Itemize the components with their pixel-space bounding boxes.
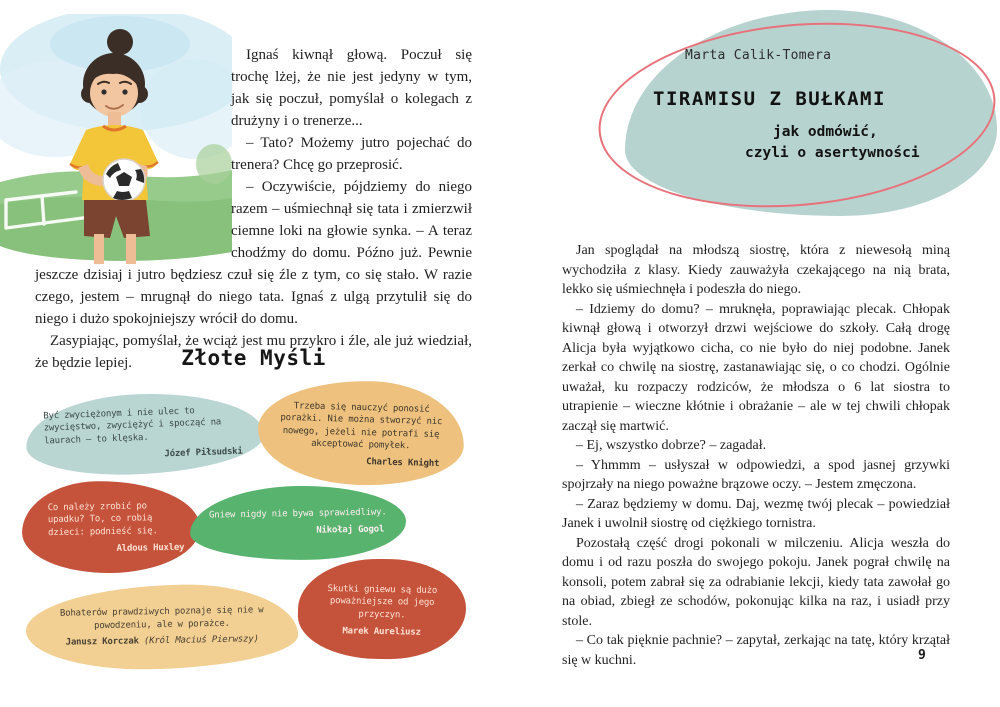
story-paragraph: – Tato? Możemy jutro pojechać do trenera? Chcę go przeprosić. [231, 135, 472, 173]
quote-bubble-knight [257, 378, 466, 487]
story-paragraph: Jan spoglądał na młodszą siostrę, która z niewesołą miną wychodziła z klasy. Kiedy zauważyła czekającego na nią brata, lekko się uśmiechnęła i podeszła do niego. [562, 243, 950, 297]
story-paragraph: Zasypiając, pomyślał, że wciąż jest mu przykro i źle, ale już wiedział, że będzie lepiej. [35, 333, 472, 371]
chapter-subtitle [745, 122, 920, 164]
story-paragraph: – Zaraz będziemy w domu. Daj, wezmę twój plecak – powiedział Janek i uwolnił siostrę od ciężkiego tornistra. [562, 496, 950, 531]
quote-bubble-korczak [25, 583, 298, 672]
story-paragraph: – Oczywiście, pójdziemy do niego razem – uśmiechnął się tata i zmierzwił ciemne loki na głowie synka. – A teraz chodźmy do domu. Późno już. Pewnie jeszcze dzisiaj i jutro będziesz czuł się źle z tym, co się stało. W razie czego, jestem – mrugnął do niego tata. Ignaś z ulgą przytulił się do niego i dużo spokojniejszy wrócił do domu. [35, 179, 472, 327]
story-paragraph: – Yhmmm – usłyszał w odpowiedzi, a spod jasnej grzywki spojrzały na niego poważne brązowe oczy. – Jestem zmęczona. [562, 457, 950, 492]
quote-author: Aldous Huxley [116, 542, 185, 554]
quote-author: Nikołaj Gogol [316, 524, 385, 536]
illustration-wrap-spacer [35, 44, 231, 258]
left-story-text [35, 44, 472, 374]
quote-author-line [46, 633, 278, 650]
quote-author: Józef Piłsudski [164, 446, 243, 459]
quote-text: Trzeba się nauczyć ponosić porażki. Nie można stworzyć nic nowego, jeżeli nie potrafi się akceptować pomyłek. [280, 400, 443, 452]
quote-bubble-pilsudski [25, 390, 266, 478]
chapter-title: TIRAMISU Z BUŁKAMI [653, 88, 886, 110]
quote-bubble-aureliusz [297, 558, 467, 661]
quote-text: Co należy zrobić po upadku? To, co robią dzieci: podnieść się. [47, 501, 158, 539]
quote-bubble-huxley [21, 479, 201, 574]
story-paragraph: Ignaś kiwnął głową. Poczuł się trochę lżej, że nie jest jedyny w tym, jak się poczuł, pomyślał o kolegach z drużyny i o trenerze... [231, 47, 472, 129]
quote-author: Marek Aureliusz [342, 625, 421, 638]
quote-text: Być zwyciężonym i nie ulec to zwycięstwo, zwyciężyć i spocząć na laurach – to klęska. [43, 406, 222, 447]
right-page [500, 0, 1000, 707]
story-paragraph: – Ej, wszystko dobrze? – zagadał. [576, 438, 767, 453]
story-paragraph: – Co tak pięknie pachnie? – zapytał, zerkając na tatę, który krzątał się w kuchni. [562, 633, 950, 668]
quote-work-title: (Król Maciuś Pierwszy) [143, 634, 259, 647]
quote-author: Charles Knight [366, 457, 440, 469]
chapter-subtitle-line1: jak odmówić, [773, 124, 878, 140]
section-heading: Złote Myśli [181, 346, 326, 370]
right-story-text [562, 241, 950, 670]
quote-text: Gniew nigdy nie bywa sprawiedliwy. [209, 507, 387, 521]
page-number: 9 [918, 648, 926, 663]
story-paragraph: Pozostałą część drogi pokonali w milczeniu. Alicja weszła do domu i od razu poszła do swojego pokoju. Janek pograł chwilę na konsoli, potem zabrał się za odrabianie lekcji, kiedy tata zawołał go na obiad, zbiegł ze schodów, pokonując kilka na raz, i usiadł przy stole. [562, 535, 950, 629]
chapter-author: Marta Calik-Tomera [685, 48, 832, 63]
chapter-subtitle-line2: czyli o asertywności [745, 145, 920, 161]
quote-text: Skutki gniewu są dużo poważniejsze od jego przyczyn. [327, 583, 438, 621]
story-paragraph: – Idziemy do domu? – mruknęła, poprawiając plecak. Chłopak kiwnął głową i otworzył drzwi wejściowe do szkoły. Całą drogę Alicja była wyjątkowo cicha, co nie było do niej podobne. Janek zerkał co chwilę na siostrę, zastanawiając się, o co chodzi. Ogólnie uważał, ku rozpaczy rodziców, że młodsza o 6 lat siostra to utrapienie – wieczne kłótnie i obrażanie – ale w tej chwili chłopak zaczął się martwić. [562, 301, 950, 434]
quote-author: Janusz Korczak [65, 636, 139, 648]
quote-text: Bohaterów prawdziwych poznaje się nie w powodzeniu, ale w porażce. [59, 605, 264, 631]
quote-bubble-gogol [189, 484, 406, 562]
